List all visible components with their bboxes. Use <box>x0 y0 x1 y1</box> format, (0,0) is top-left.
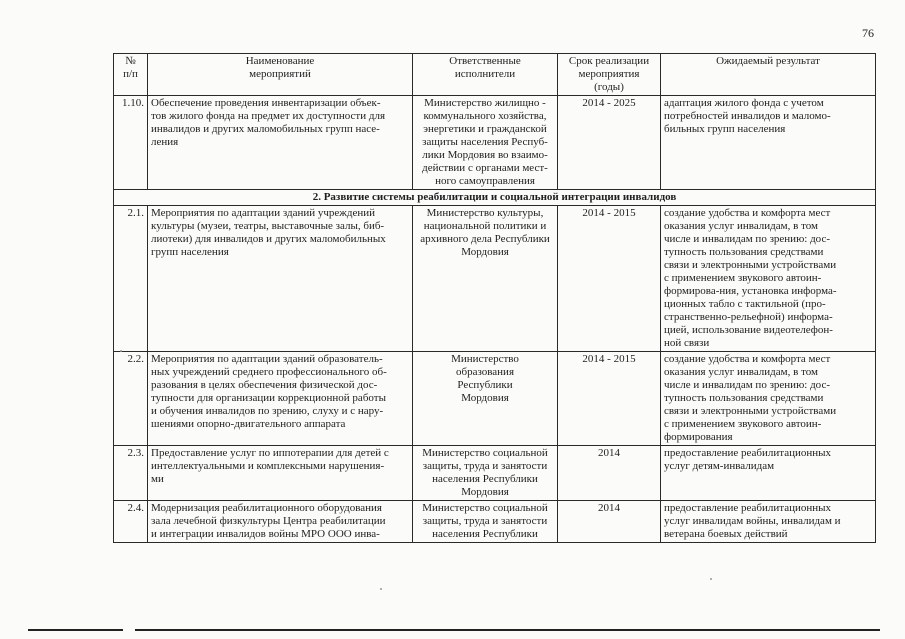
row-name: Мероприятия по адаптации зданий учреждений культуры (музеи, театры, выставочные залы, биб- лиотеки) для инвалидов и других маломобильных групп населения <box>148 206 413 352</box>
scan-speck <box>710 578 712 580</box>
row-result: создание удобства и комфорта мест оказания услуг инвалидам, в том числе и инвалидам по зрению: дос- тупность пользования средствами связи и электронными устройствами с применением звукового автоин- формирования <box>661 352 876 446</box>
section-row <box>114 190 876 206</box>
header-name: Наименование мероприятий <box>148 54 413 96</box>
scan-edge-line-right <box>135 629 880 631</box>
row-executors: Министерство жилищно - коммунального хозяйства, энергетики и гражданской защиты населения Респуб- лики Мордовия во взаимо- действии с органами мест- ного самоуправления <box>413 96 558 190</box>
table-row <box>114 501 876 543</box>
row-num: 2.1. <box>114 206 148 352</box>
row-term: 2014 - 2015 <box>558 206 661 352</box>
header-num: № п/п <box>114 54 148 96</box>
row-num: 2.3. <box>114 446 148 501</box>
table-row <box>114 206 876 352</box>
row-result: предоставление реабилитационных услуг детям-инвалидам <box>661 446 876 501</box>
scan-edge-line-left <box>28 629 123 631</box>
header-result: Ожидаемый результат <box>661 54 876 96</box>
row-name: Модернизация реабилитационного оборудования зала лечебной физкультуры Центра реабилитации и интеграции инвалидов войны МРО ООО инва- <box>148 501 413 543</box>
row-executors: Министерство социальной защиты, труда и занятости населения Республики Мордовия <box>413 446 558 501</box>
header-term: Срок реализации мероприятия (годы) <box>558 54 661 96</box>
row-num: 1.10. <box>114 96 148 190</box>
table-row <box>114 352 876 446</box>
row-num: 2.4. <box>114 501 148 543</box>
row-executors: Министерство социальной защиты, труда и занятости населения Республики <box>413 501 558 543</box>
row-result: создание удобства и комфорта мест оказания услуг инвалидам, в том числе и инвалидам по зрению: дос- тупность пользования средствами связи и электронными устройствами с применением звукового автоин- формирова-ния, установка информа- ционных табло с тактильной (про- странственно-рельефной) информа- цией, использование видеотелефон- ной связи <box>661 206 876 352</box>
table-row <box>114 446 876 501</box>
table-header-row <box>114 54 876 96</box>
row-num: 2.2. <box>114 352 148 446</box>
row-name: Мероприятия по адаптации зданий образователь- ных учреждений среднего профессионального об- разования в целях обеспечения физической дос- тупности для организации коррекционной работы и обучения инвалидов по зрению, слуху и с нару- шениями опорно-двигательного аппарата <box>148 352 413 446</box>
row-term: 2014 - 2015 <box>558 352 661 446</box>
row-name: Обеспечение проведения инвентаризации объек- тов жилого фонда на предмет их доступности для инвалидов и других маломобильных групп насе- ления <box>148 96 413 190</box>
scan-speck <box>380 588 382 590</box>
table-row <box>114 96 876 190</box>
row-name: Предоставление услуг по иппотерапии для детей с интеллектуальными и комплексными нарушения- ми <box>148 446 413 501</box>
section-title: 2. Развитие системы реабилитации и социальной интеграции инвалидов <box>114 190 876 206</box>
page-number: 76 <box>862 26 874 40</box>
row-term: 2014 - 2025 <box>558 96 661 190</box>
row-term: 2014 <box>558 446 661 501</box>
row-term: 2014 <box>558 501 661 543</box>
row-executors: Министерство культуры, национальной политики и архивного дела Республики Мордовия <box>413 206 558 352</box>
measures-table <box>113 53 876 543</box>
row-result: предоставление реабилитационных услуг инвалидам войны, инвалидам и ветерана боевых действий <box>661 501 876 543</box>
row-executors: Министерство образования Республики Мордовия <box>413 352 558 446</box>
row-result: адаптация жилого фонда с учетом потребностей инвалидов и маломо- бильных групп населения <box>661 96 876 190</box>
scan-speck <box>120 350 122 352</box>
header-executors: Ответственные исполнители <box>413 54 558 96</box>
